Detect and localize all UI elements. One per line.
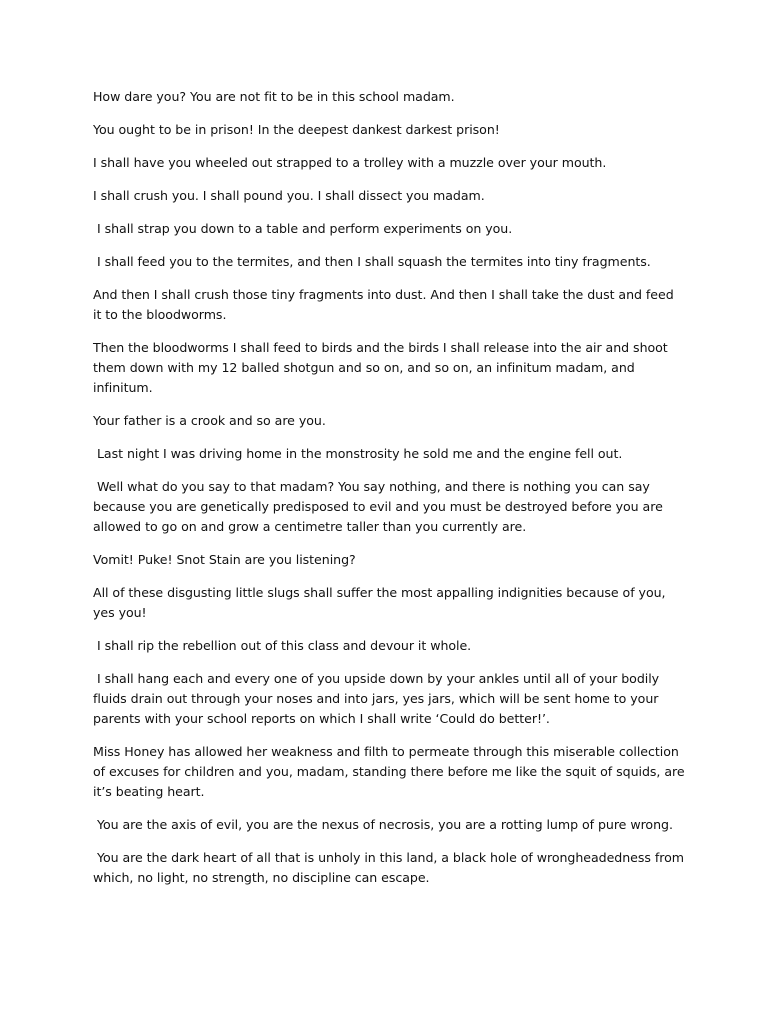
document-body: [93, 87, 689, 901]
paragraph: And then I shall crush those tiny fragments into dust. And then I shall take the dust and feed it to the bloodworms.: [93, 287, 678, 322]
paragraph: Last night I was driving home in the monstrosity he sold me and the engine fell out.: [93, 446, 623, 461]
paragraph: You are the axis of evil, you are the nexus of necrosis, you are a rotting lump of pure wrong.: [93, 817, 673, 832]
paragraph: You are the dark heart of all that is unholy in this land, a black hole of wrongheadedness from which, no light, no strength, no discipline can escape.: [93, 850, 688, 885]
paragraph: I shall rip the rebellion out of this class and devour it whole.: [93, 638, 472, 653]
paragraph: Well what do you say to that madam? You say nothing, and there is nothing you can say because you are genetically predisposed to evil and you must be destroyed before you are allowed to go on and grow a centimetre taller than you currently are.: [93, 479, 667, 534]
paragraph: All of these disgusting little slugs shall suffer the most appalling indignities because of you, yes you!: [93, 585, 670, 620]
paragraph: Miss Honey has allowed her weakness and filth to permeate through this miserable collection of excuses for children and you, madam, standing there before me like the squit of squids, are it’s beating heart.: [93, 744, 689, 799]
paragraph: Your father is a crook and so are you.: [93, 413, 326, 428]
paragraph: I shall crush you. I shall pound you. I shall dissect you madam.: [93, 188, 485, 203]
paragraph: I shall hang each and every one of you upside down by your ankles until all of your bodily fluids drain out through your noses and into jars, yes jars, which will be sent home to your parents with your school reports on which I shall write ‘Could do better!’.: [93, 671, 664, 726]
paragraph: I shall feed you to the termites, and then I shall squash the termites into tiny fragments.: [93, 254, 651, 269]
paragraph: You ought to be in prison! In the deepest dankest darkest prison!: [93, 122, 500, 137]
paragraph: Vomit! Puke! Snot Stain are you listening?: [93, 552, 356, 567]
paragraph: Then the bloodworms I shall feed to birds and the birds I shall release into the air and shoot them down with my 12 balled shotgun and so on, and so on, an infinitum madam, and infinitum.: [93, 340, 672, 395]
paragraph: I shall have you wheeled out strapped to a trolley with a muzzle over your mouth.: [93, 155, 607, 170]
paragraph: How dare you? You are not fit to be in this school madam.: [93, 89, 455, 104]
paragraph: I shall strap you down to a table and perform experiments on you.: [93, 221, 513, 236]
